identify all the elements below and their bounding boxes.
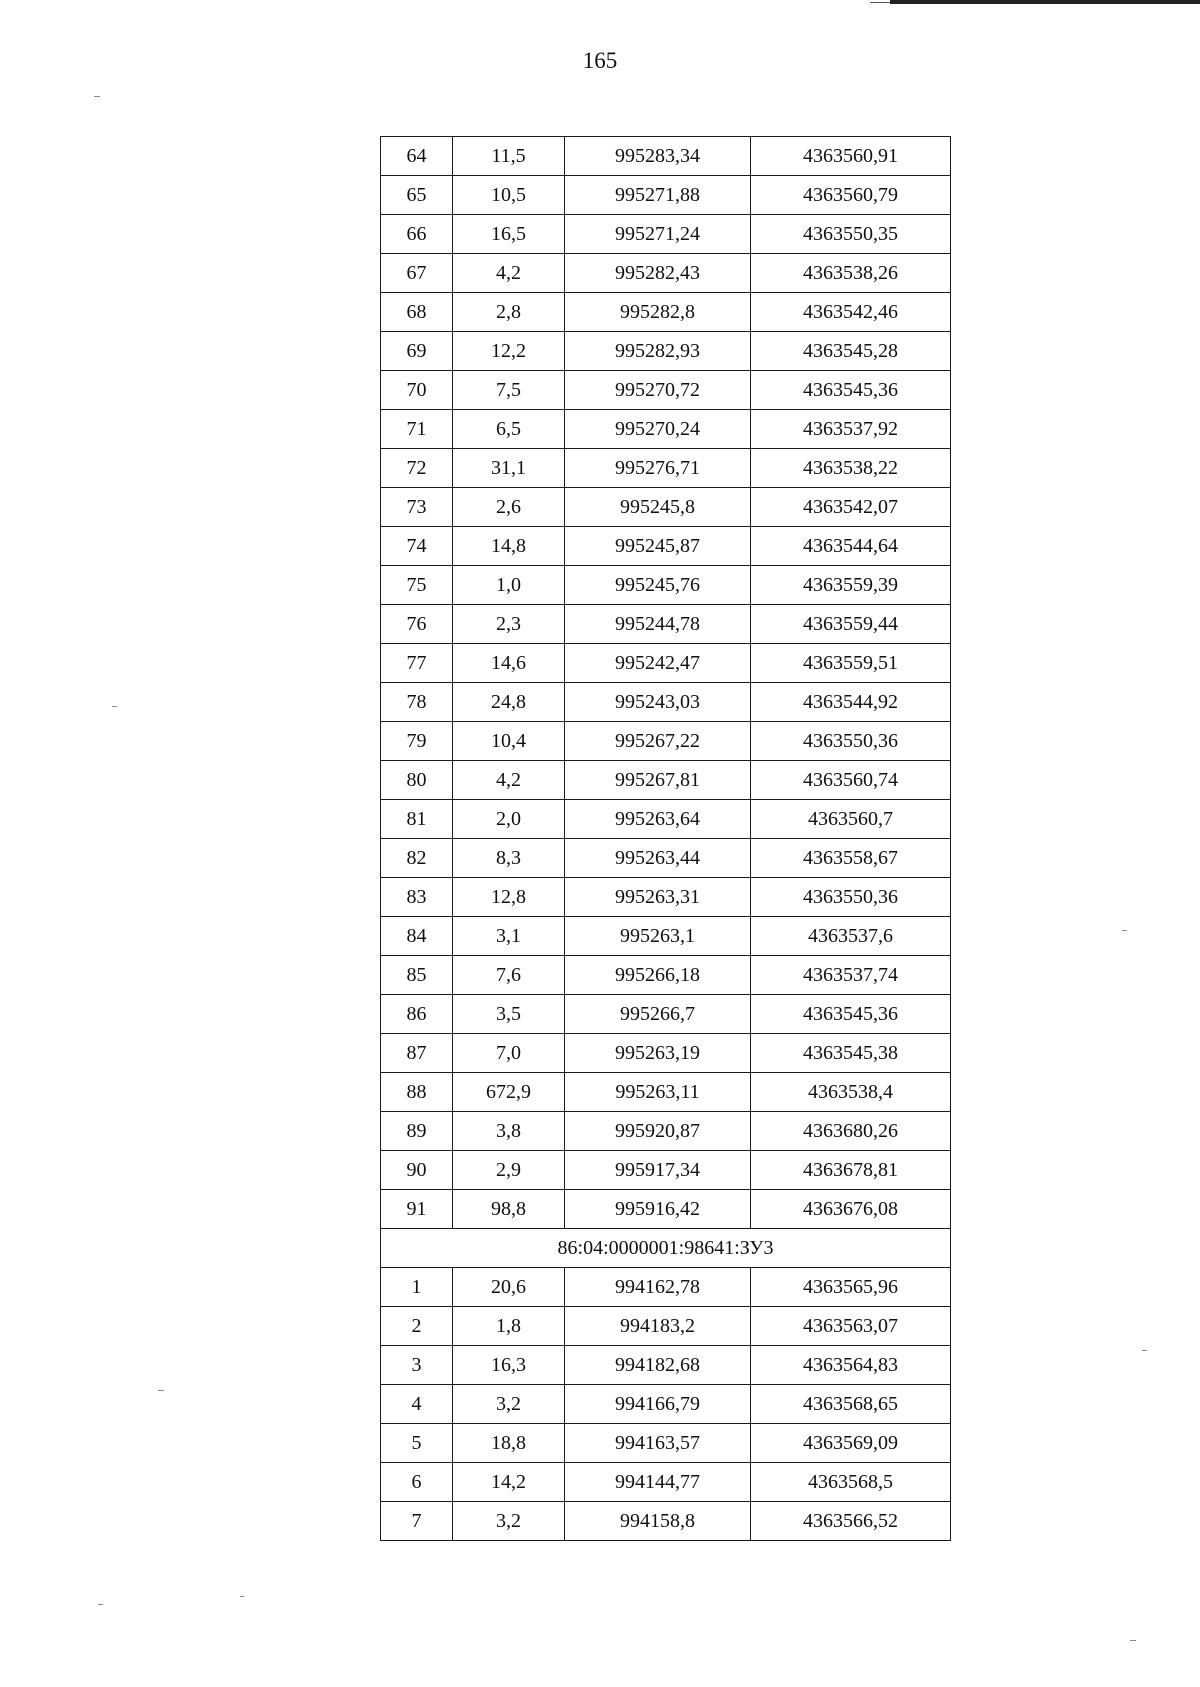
distance-cell: 1,8: [453, 1307, 565, 1346]
y-coordinate-cell: 4363565,96: [751, 1268, 951, 1307]
table-row: [381, 878, 951, 917]
distance-cell: 10,4: [453, 722, 565, 761]
table-row: [381, 1502, 951, 1541]
distance-cell: 16,5: [453, 215, 565, 254]
y-coordinate-cell: 4363545,36: [751, 371, 951, 410]
x-coordinate-cell: 995263,11: [565, 1073, 751, 1112]
distance-cell: 31,1: [453, 449, 565, 488]
scan-speck: [112, 706, 117, 707]
distance-cell: 672,9: [453, 1073, 565, 1112]
table-row: [381, 761, 951, 800]
y-coordinate-cell: 4363676,08: [751, 1190, 951, 1229]
x-coordinate-cell: 995282,8: [565, 293, 751, 332]
page-number: 165: [582, 48, 618, 73]
x-coordinate-cell: 995242,47: [565, 644, 751, 683]
table-row: [381, 1268, 951, 1307]
table-row: [381, 410, 951, 449]
point-number-cell: 84: [381, 917, 453, 956]
point-number-cell: 7: [381, 1502, 453, 1541]
x-coordinate-cell: 995276,71: [565, 449, 751, 488]
distance-cell: 7,0: [453, 1034, 565, 1073]
point-number-cell: 86: [381, 995, 453, 1034]
table-row: [381, 1307, 951, 1346]
point-number-cell: 68: [381, 293, 453, 332]
point-number-cell: 3: [381, 1346, 453, 1385]
scan-speck: [1142, 1350, 1147, 1351]
x-coordinate-cell: 995270,72: [565, 371, 751, 410]
table-row: [381, 137, 951, 176]
y-coordinate-cell: 4363545,38: [751, 1034, 951, 1073]
distance-cell: 4,2: [453, 254, 565, 293]
distance-cell: 7,5: [453, 371, 565, 410]
y-coordinate-cell: 4363550,36: [751, 878, 951, 917]
distance-cell: 14,6: [453, 644, 565, 683]
y-coordinate-cell: 4363680,26: [751, 1112, 951, 1151]
x-coordinate-cell: 995267,81: [565, 761, 751, 800]
y-coordinate-cell: 4363558,67: [751, 839, 951, 878]
point-number-cell: 91: [381, 1190, 453, 1229]
point-number-cell: 69: [381, 332, 453, 371]
distance-cell: 11,5: [453, 137, 565, 176]
table-row: [381, 683, 951, 722]
distance-cell: 98,8: [453, 1190, 565, 1229]
table-row: [381, 176, 951, 215]
scan-speck: [1130, 1640, 1136, 1641]
table-row: [381, 527, 951, 566]
y-coordinate-cell: 4363537,6: [751, 917, 951, 956]
y-coordinate-cell: 4363566,52: [751, 1502, 951, 1541]
scan-speck: [1122, 930, 1127, 931]
x-coordinate-cell: 994183,2: [565, 1307, 751, 1346]
point-number-cell: 2: [381, 1307, 453, 1346]
table-row: [381, 293, 951, 332]
table-row: [381, 995, 951, 1034]
x-coordinate-cell: 995244,78: [565, 605, 751, 644]
distance-cell: 10,5: [453, 176, 565, 215]
x-coordinate-cell: 995917,34: [565, 1151, 751, 1190]
coordinates-table: [380, 136, 951, 1541]
y-coordinate-cell: 4363564,83: [751, 1346, 951, 1385]
x-coordinate-cell: 995267,22: [565, 722, 751, 761]
distance-cell: 3,8: [453, 1112, 565, 1151]
table-row: [381, 449, 951, 488]
y-coordinate-cell: 4363560,7: [751, 800, 951, 839]
point-number-cell: 74: [381, 527, 453, 566]
distance-cell: 8,3: [453, 839, 565, 878]
distance-cell: 6,5: [453, 410, 565, 449]
y-coordinate-cell: 4363559,44: [751, 605, 951, 644]
distance-cell: 18,8: [453, 1424, 565, 1463]
point-number-cell: 85: [381, 956, 453, 995]
x-coordinate-cell: 994163,57: [565, 1424, 751, 1463]
x-coordinate-cell: 995263,31: [565, 878, 751, 917]
table-row: [381, 254, 951, 293]
distance-cell: 14,8: [453, 527, 565, 566]
coordinates-table-body: [381, 137, 951, 1541]
x-coordinate-cell: 995920,87: [565, 1112, 751, 1151]
table-row: [381, 917, 951, 956]
y-coordinate-cell: 4363537,74: [751, 956, 951, 995]
y-coordinate-cell: 4363559,39: [751, 566, 951, 605]
x-coordinate-cell: 995245,8: [565, 488, 751, 527]
x-coordinate-cell: 995282,43: [565, 254, 751, 293]
scan-speck: [94, 96, 100, 97]
table-row: [381, 1424, 951, 1463]
distance-cell: 24,8: [453, 683, 565, 722]
point-number-cell: 76: [381, 605, 453, 644]
x-coordinate-cell: 995245,76: [565, 566, 751, 605]
x-coordinate-cell: 995263,44: [565, 839, 751, 878]
x-coordinate-cell: 995916,42: [565, 1190, 751, 1229]
x-coordinate-cell: 994144,77: [565, 1463, 751, 1502]
table-row: [381, 839, 951, 878]
point-number-cell: 1: [381, 1268, 453, 1307]
point-number-cell: 73: [381, 488, 453, 527]
point-number-cell: 71: [381, 410, 453, 449]
x-coordinate-cell: 994158,8: [565, 1502, 751, 1541]
point-number-cell: 67: [381, 254, 453, 293]
x-coordinate-cell: 995245,87: [565, 527, 751, 566]
point-number-cell: 83: [381, 878, 453, 917]
table-row: [381, 800, 951, 839]
point-number-cell: 5: [381, 1424, 453, 1463]
x-coordinate-cell: 995263,19: [565, 1034, 751, 1073]
point-number-cell: 79: [381, 722, 453, 761]
x-coordinate-cell: 995243,03: [565, 683, 751, 722]
x-coordinate-cell: 995266,7: [565, 995, 751, 1034]
x-coordinate-cell: 995283,34: [565, 137, 751, 176]
y-coordinate-cell: 4363560,74: [751, 761, 951, 800]
y-coordinate-cell: 4363563,07: [751, 1307, 951, 1346]
y-coordinate-cell: 4363560,91: [751, 137, 951, 176]
y-coordinate-cell: 4363678,81: [751, 1151, 951, 1190]
distance-cell: 12,8: [453, 878, 565, 917]
point-number-cell: 64: [381, 137, 453, 176]
table-row: [381, 488, 951, 527]
scan-speck: [158, 1390, 164, 1391]
table-row: [381, 371, 951, 410]
x-coordinate-cell: 995263,1: [565, 917, 751, 956]
point-number-cell: 81: [381, 800, 453, 839]
point-number-cell: 88: [381, 1073, 453, 1112]
point-number-cell: 80: [381, 761, 453, 800]
distance-cell: 1,0: [453, 566, 565, 605]
x-coordinate-cell: 995282,93: [565, 332, 751, 371]
x-coordinate-cell: 994162,78: [565, 1268, 751, 1307]
point-number-cell: 6: [381, 1463, 453, 1502]
y-coordinate-cell: 4363550,35: [751, 215, 951, 254]
point-number-cell: 77: [381, 644, 453, 683]
scan-speck: [240, 1596, 244, 1597]
table-row: [381, 1463, 951, 1502]
distance-cell: 3,1: [453, 917, 565, 956]
y-coordinate-cell: 4363559,51: [751, 644, 951, 683]
y-coordinate-cell: 4363545,28: [751, 332, 951, 371]
distance-cell: 2,8: [453, 293, 565, 332]
point-number-cell: 89: [381, 1112, 453, 1151]
x-coordinate-cell: 995271,24: [565, 215, 751, 254]
point-number-cell: 72: [381, 449, 453, 488]
table-row: [381, 1385, 951, 1424]
table-row: [381, 215, 951, 254]
distance-cell: 14,2: [453, 1463, 565, 1502]
y-coordinate-cell: 4363560,79: [751, 176, 951, 215]
y-coordinate-cell: 4363538,22: [751, 449, 951, 488]
y-coordinate-cell: 4363537,92: [751, 410, 951, 449]
distance-cell: 2,0: [453, 800, 565, 839]
point-number-cell: 82: [381, 839, 453, 878]
y-coordinate-cell: 4363544,64: [751, 527, 951, 566]
table-row: [381, 644, 951, 683]
y-coordinate-cell: 4363568,5: [751, 1463, 951, 1502]
x-coordinate-cell: 994182,68: [565, 1346, 751, 1385]
table-row: [381, 1112, 951, 1151]
y-coordinate-cell: 4363542,07: [751, 488, 951, 527]
point-number-cell: 65: [381, 176, 453, 215]
y-coordinate-cell: 4363545,36: [751, 995, 951, 1034]
x-coordinate-cell: 995270,24: [565, 410, 751, 449]
point-number-cell: 78: [381, 683, 453, 722]
distance-cell: 2,9: [453, 1151, 565, 1190]
table-row: [381, 722, 951, 761]
table-row: [381, 1151, 951, 1190]
x-coordinate-cell: 995271,88: [565, 176, 751, 215]
scan-speck: [98, 1604, 103, 1605]
y-coordinate-cell: 4363544,92: [751, 683, 951, 722]
table-row: [381, 1190, 951, 1229]
distance-cell: 7,6: [453, 956, 565, 995]
x-coordinate-cell: 995263,64: [565, 800, 751, 839]
point-number-cell: 75: [381, 566, 453, 605]
table-row: [381, 1346, 951, 1385]
table-row: [381, 605, 951, 644]
section-header-row: [381, 1229, 951, 1268]
y-coordinate-cell: 4363569,09: [751, 1424, 951, 1463]
table-row: [381, 566, 951, 605]
table-row: [381, 1034, 951, 1073]
distance-cell: 3,2: [453, 1502, 565, 1541]
distance-cell: 2,3: [453, 605, 565, 644]
cadastral-section-label: 86:04:0000001:98641:ЗУ3: [381, 1229, 951, 1268]
distance-cell: 20,6: [453, 1268, 565, 1307]
distance-cell: 3,2: [453, 1385, 565, 1424]
distance-cell: 12,2: [453, 332, 565, 371]
distance-cell: 3,5: [453, 995, 565, 1034]
y-coordinate-cell: 4363538,4: [751, 1073, 951, 1112]
point-number-cell: 70: [381, 371, 453, 410]
table-row: [381, 1073, 951, 1112]
point-number-cell: 90: [381, 1151, 453, 1190]
point-number-cell: 87: [381, 1034, 453, 1073]
x-coordinate-cell: 994166,79: [565, 1385, 751, 1424]
y-coordinate-cell: 4363538,26: [751, 254, 951, 293]
y-coordinate-cell: 4363568,65: [751, 1385, 951, 1424]
scan-edge-line: [890, 0, 1200, 4]
y-coordinate-cell: 4363542,46: [751, 293, 951, 332]
x-coordinate-cell: 995266,18: [565, 956, 751, 995]
y-coordinate-cell: 4363550,36: [751, 722, 951, 761]
point-number-cell: 66: [381, 215, 453, 254]
table-row: [381, 332, 951, 371]
distance-cell: 16,3: [453, 1346, 565, 1385]
distance-cell: 2,6: [453, 488, 565, 527]
point-number-cell: 4: [381, 1385, 453, 1424]
distance-cell: 4,2: [453, 761, 565, 800]
table-row: [381, 956, 951, 995]
